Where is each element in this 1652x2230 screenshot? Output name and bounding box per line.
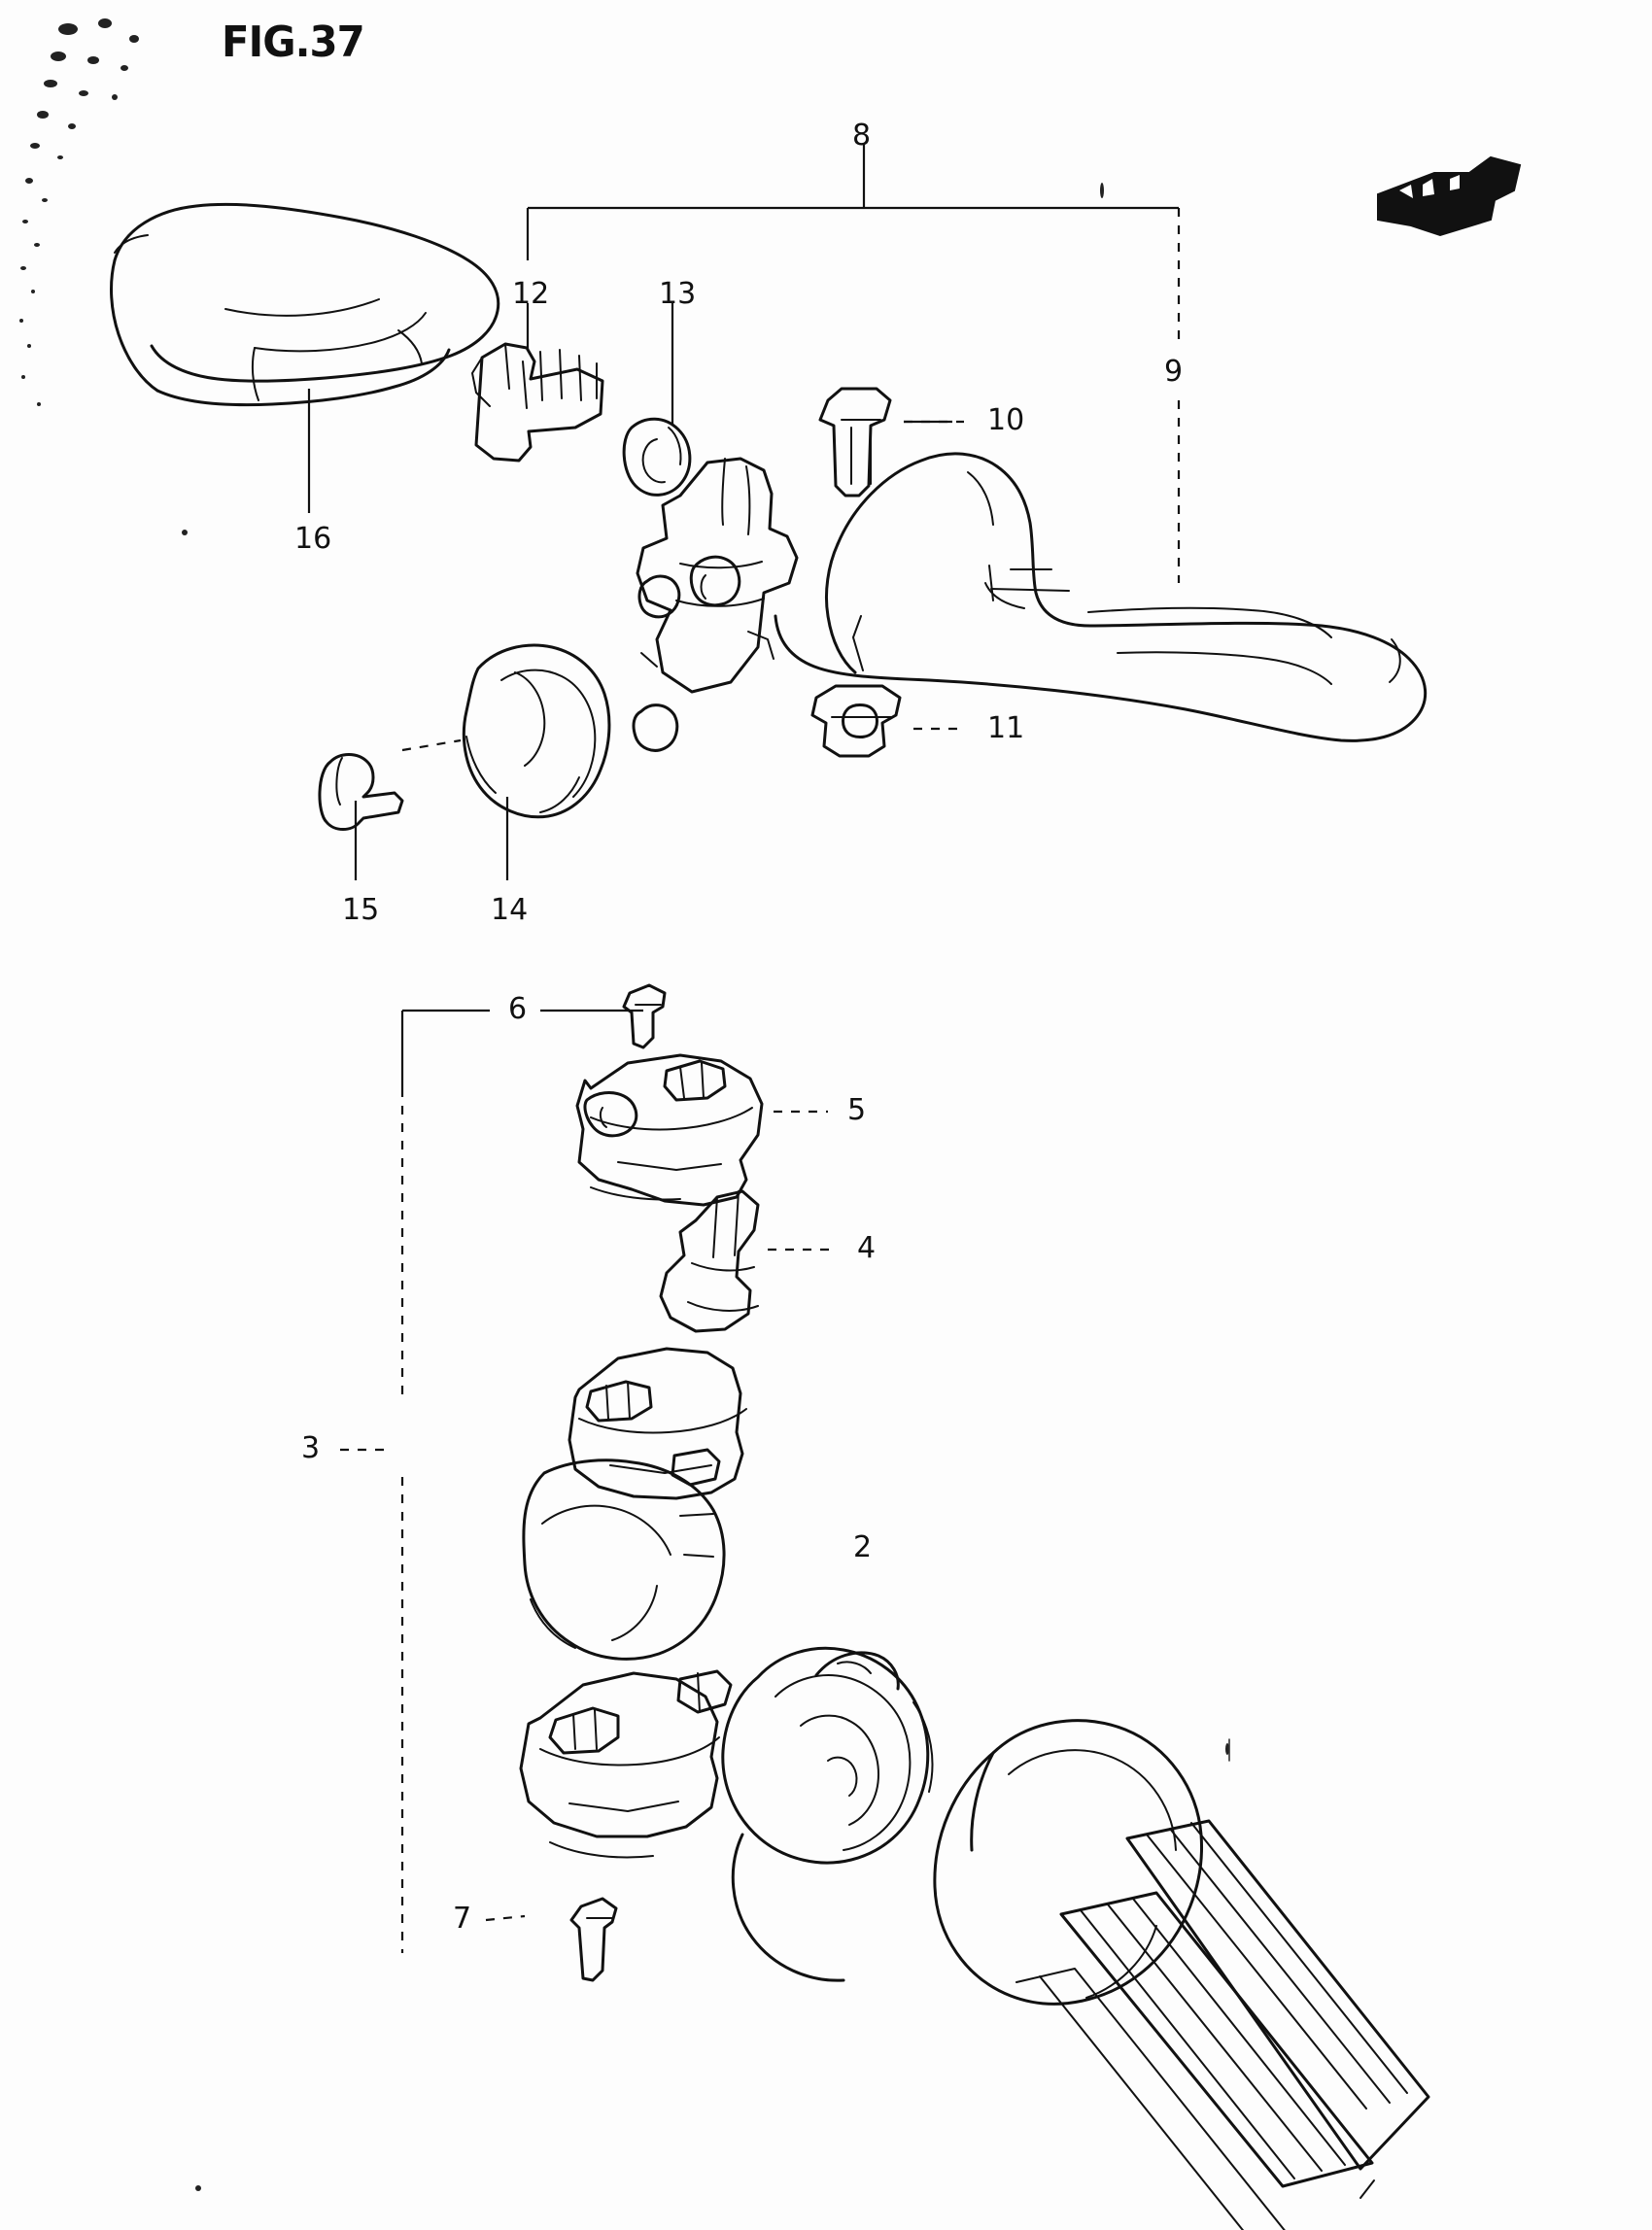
callout-11: 11 [987,711,1025,745]
watermark-label [1399,189,1462,219]
part-holder-bracket [634,459,797,750]
bracket-group-8 [528,144,1179,260]
callout-10: 10 [987,403,1025,437]
callout-15: 15 [342,893,380,927]
part-16-lever-cover [112,204,499,404]
part-12-cable-adjuster [472,344,602,461]
bracket-group-3 [340,1088,402,1953]
part-4-switch-knob [661,1191,758,1331]
part-6-switch-screw [624,985,665,1047]
scan-noise-speckle [19,18,1229,2191]
callout-5: 5 [847,1093,867,1127]
part-13-washer [624,419,690,495]
callout-7: 7 [453,1902,472,1936]
callout-9: 9 [1164,355,1184,389]
callout-8: 8 [852,119,872,153]
part-throttle-grip [935,1721,1428,2230]
part-11-pivot-nut [812,686,900,756]
part-7-housing-screw [571,1899,616,1980]
part-10-pivot-bolt [820,389,890,496]
callout-14: 14 [491,893,529,927]
callout-3: 3 [301,1431,321,1465]
leader-15-dash [402,740,461,750]
leader-7-dash [486,1916,525,1920]
part-3-switch-housing-lower [524,1349,746,1659]
callout-16: 16 [294,522,332,556]
callout-13: 13 [659,277,697,311]
part-15-clamp-bolt [320,755,402,830]
part-9-brake-lever [775,454,1426,740]
part-2-switch-assembly [521,1648,932,1980]
callout-12: 12 [512,277,550,311]
part-5-switch-housing-upper [577,1055,762,1205]
part-14-lever-clamp [464,645,609,817]
callout-6: 6 [508,992,528,1026]
callout-4: 4 [857,1231,877,1265]
callout-2: 2 [853,1530,873,1564]
figure-title: FIG.37 [222,17,364,67]
